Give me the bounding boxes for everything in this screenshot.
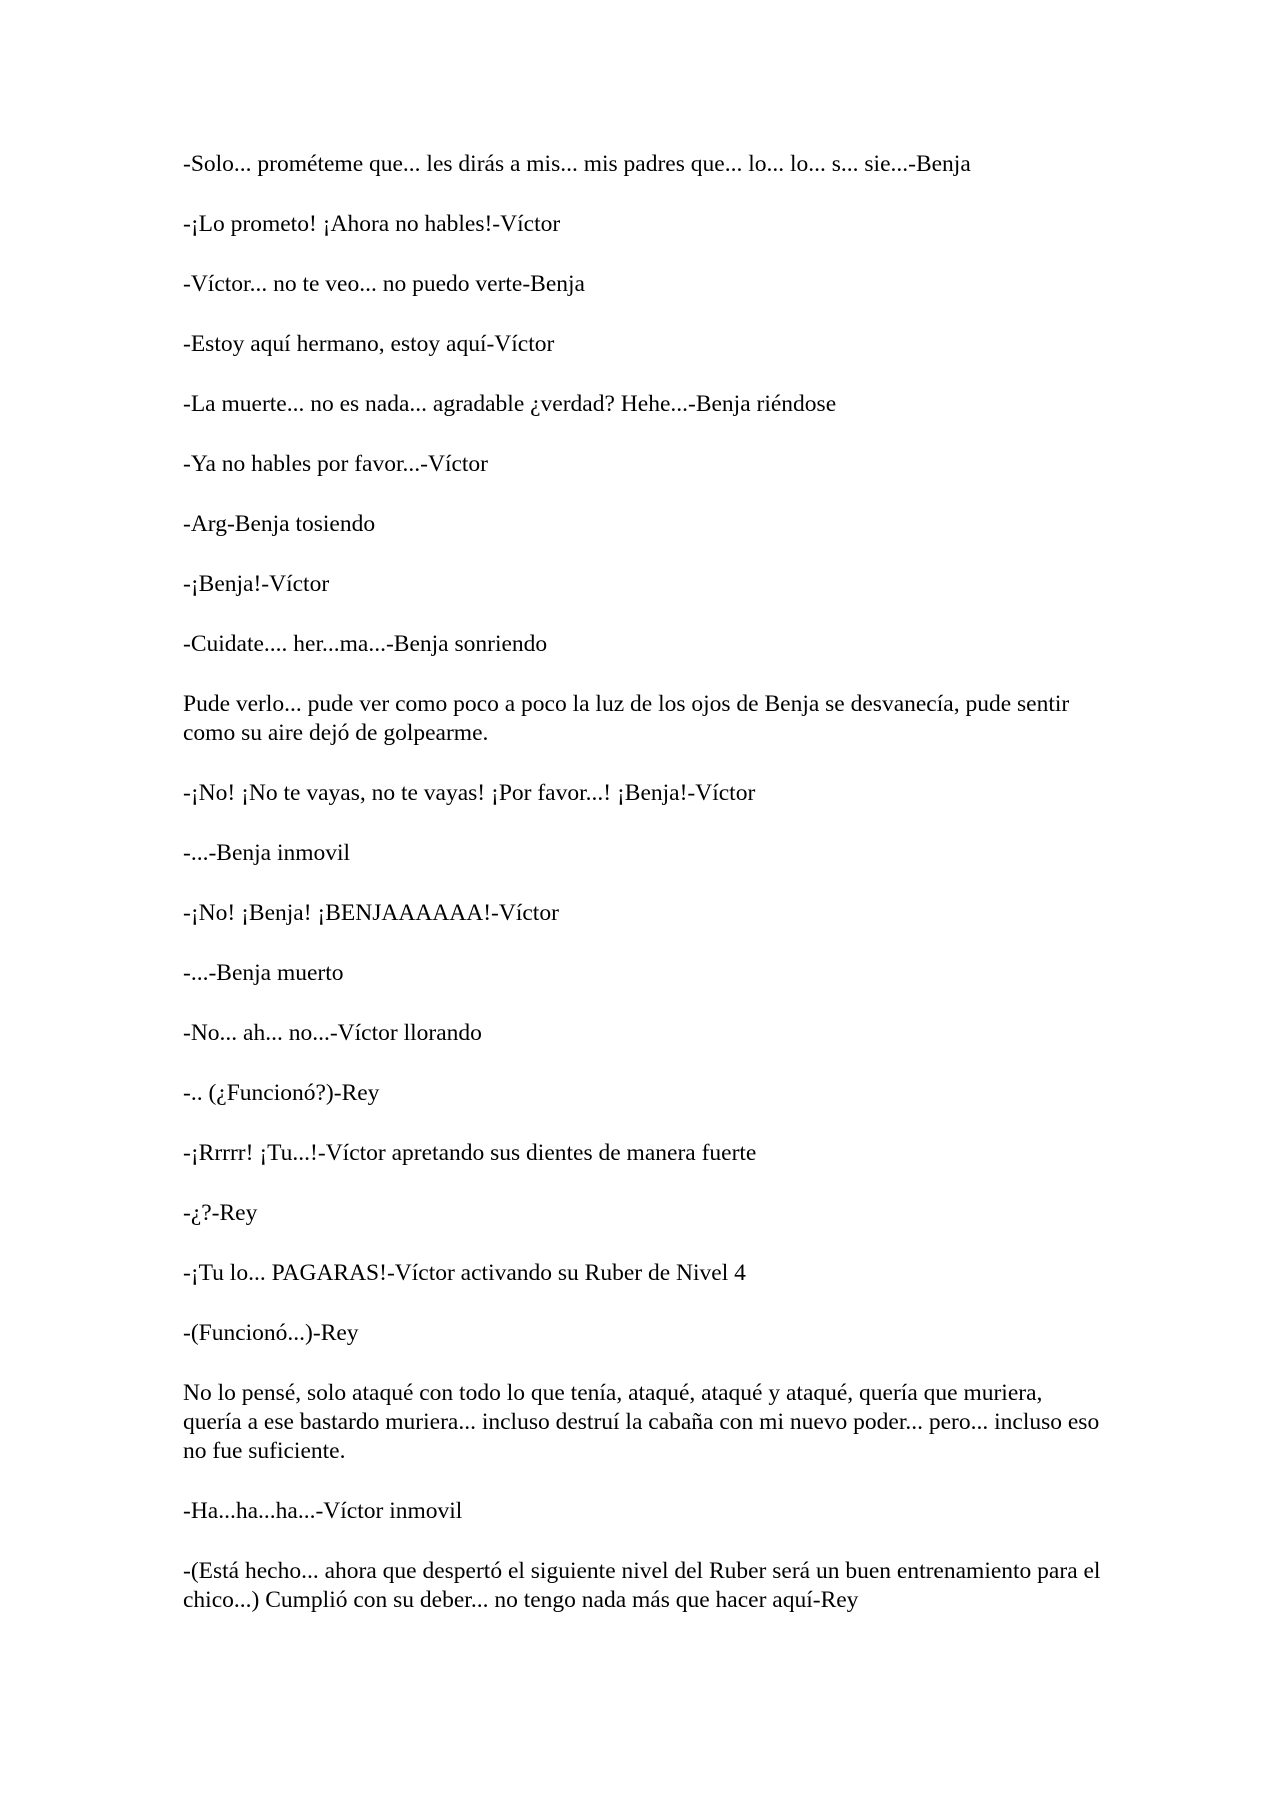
paragraph: -Víctor... no te veo... no puedo verte-Benja — [183, 271, 585, 297]
paragraph: -...-Benja inmovil — [183, 840, 351, 866]
paragraph: -¡Rrrrr! ¡Tu...!-Víctor apretando sus dientes de manera fuerte — [183, 1140, 757, 1166]
paragraph: -¡Lo prometo! ¡Ahora no hables!-Víctor — [183, 211, 561, 237]
paragraph: No lo pensé, solo ataqué con todo lo que tenía, ataqué, ataqué y ataqué, quería que muriera, quería a ese bastardo muriera... incluso destruí la cabaña con mi nuevo poder... pero... incluso eso no fue suficiente. — [183, 1380, 1100, 1464]
paragraph: -¡Tu lo... PAGARAS!-Víctor activando su Ruber de Nivel 4 — [183, 1260, 746, 1286]
paragraph: -Solo... prométeme que... les dirás a mis... mis padres que... lo... lo... s... sie...-Benja — [183, 151, 971, 177]
paragraph: -(Está hecho... ahora que despertó el siguiente nivel del Ruber será un buen entrenamiento para el chico...) Cumplió con su deber... no tengo nada más que hacer aquí-Rey — [183, 1558, 1101, 1613]
paragraph: -¡No! ¡No te vayas, no te vayas! ¡Por favor...! ¡Benja!-Víctor — [183, 780, 756, 806]
paragraph: -¡Benja!-Víctor — [183, 571, 330, 597]
paragraph: -No... ah... no...-Víctor llorando — [183, 1020, 482, 1046]
paragraph: -...-Benja muerto — [183, 960, 344, 986]
paragraph: -Cuidate.... her...ma...-Benja sonriendo — [183, 631, 548, 657]
paragraph: -Arg-Benja tosiendo — [183, 511, 376, 537]
paragraph: -¿?-Rey — [183, 1200, 258, 1226]
paragraph: -.. (¿Funcionó?)-Rey — [183, 1080, 380, 1106]
paragraph: Pude verlo... pude ver como poco a poco la luz de los ojos de Benja se desvanecía, pude sentir como su aire dejó de golpearme. — [183, 691, 1070, 746]
paragraph: -¡No! ¡Benja! ¡BENJAAAAAA!-Víctor — [183, 900, 559, 926]
paragraph: -Ha...ha...ha...-Víctor inmovil — [183, 1498, 463, 1524]
document-page — [183, 150, 1103, 1646]
paragraph: -(Funcionó...)-Rey — [183, 1320, 359, 1346]
paragraph: -Ya no hables por favor...-Víctor — [183, 451, 489, 477]
paragraph: -La muerte... no es nada... agradable ¿verdad? Hehe...-Benja riéndose — [183, 391, 837, 417]
paragraph: -Estoy aquí hermano, estoy aquí-Víctor — [183, 331, 555, 357]
